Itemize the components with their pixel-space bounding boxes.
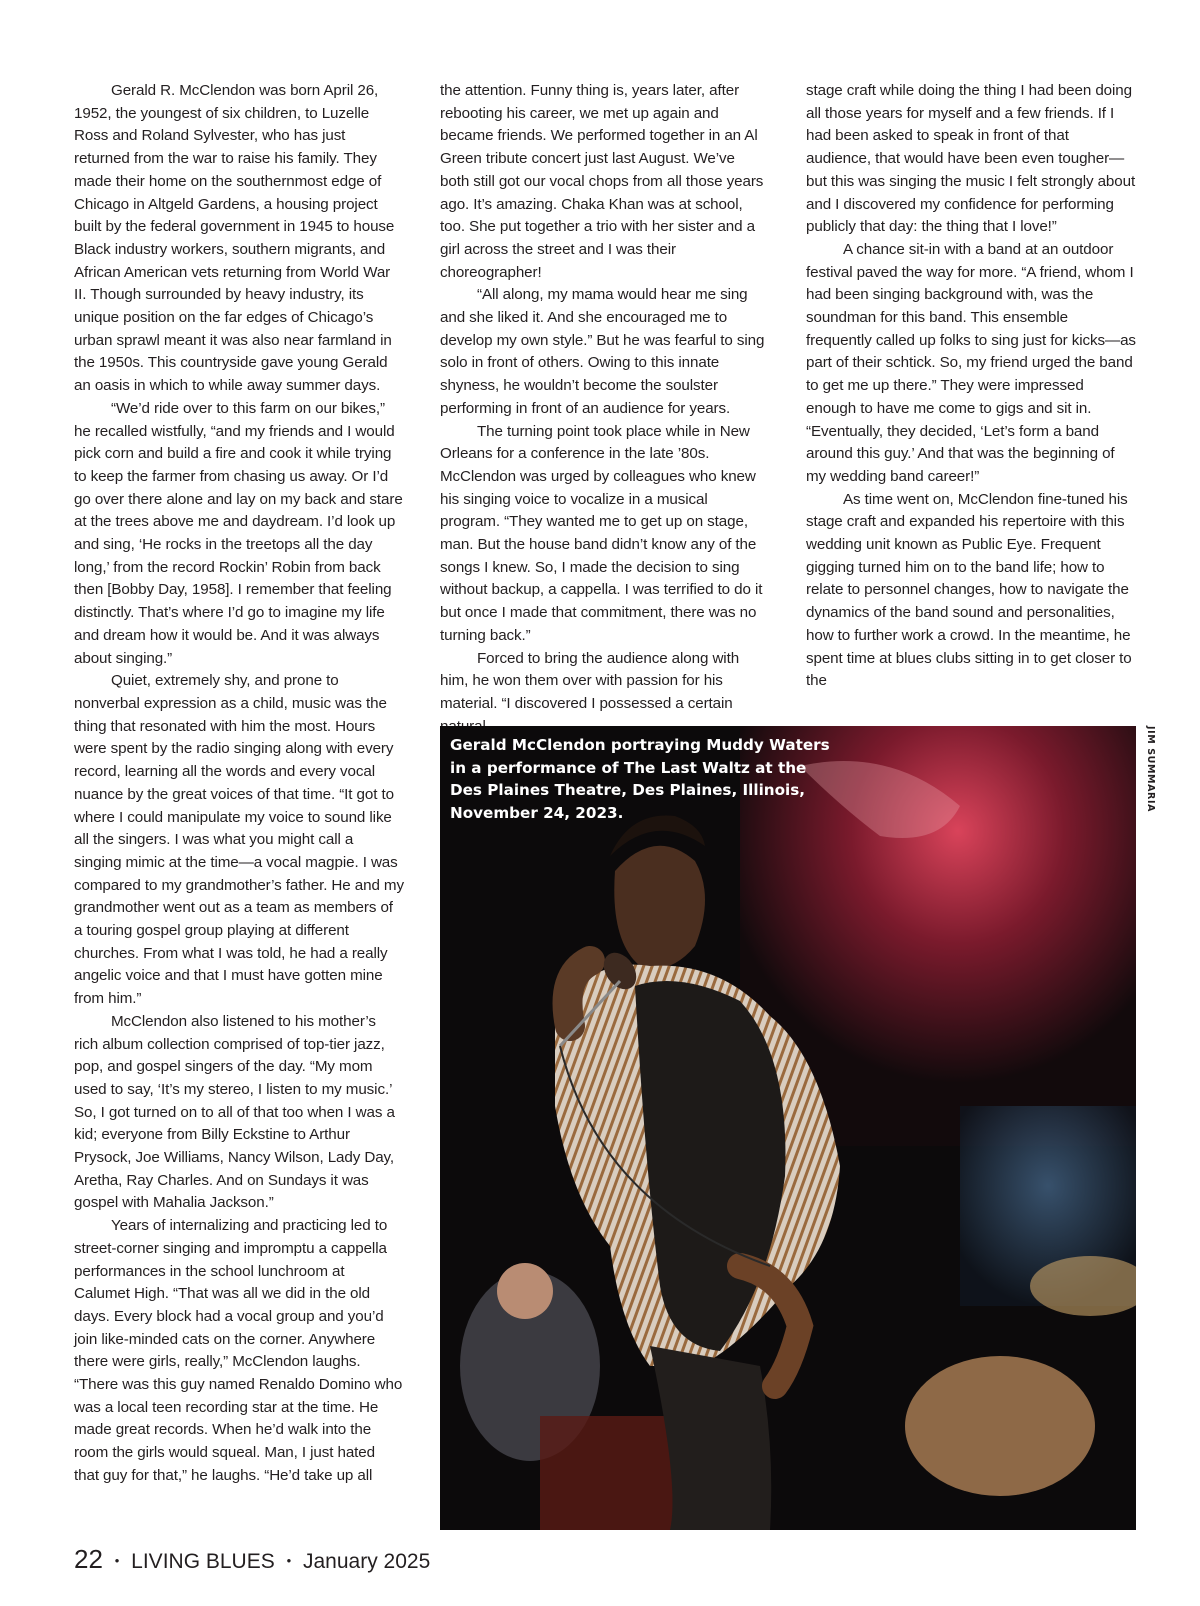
magazine-name: LIVING BLUES — [131, 1550, 275, 1573]
article-paragraph: “All along, my mama would hear me sing and she liked it. And she encouraged me to develop my own style.” But he was fearful to sing solo in front of others. Owing to this innate shyness, he wouldn’t become the soulster performing in front of an audience for years. — [440, 286, 765, 417]
photo-credit-text: JIM SUMMARIA — [1145, 726, 1156, 813]
photo-credit — [1144, 726, 1156, 846]
article-paragraph: A chance sit-in with a band at an outdoor festival paved the way for more. “A friend, whom I had been singing background with, was the soundman for this band. This ensemble frequently called up folks to sing just for kicks—as part of their schtick. So, my friend urged the band to get me up there.” They were impressed enough to have me come to gigs and sit in. “Eventually, they decided, ‘Let’s form a band around this guy.’ And that was the beginning of my wedding band career!” — [806, 240, 1136, 485]
article-paragraph: McClendon also listened to his mother’s rich album collection comprised of top-tier jazz, pop, and gospel singers of the day. “My mom used to say, ‘It’s my stereo, I listen to my music.’ So, I got turned on to all of that too when I was a kid; everyone from Billy Eckstine to Arthur Prysock, Joe Williams, Nancy Wilson, Lady Day, Aretha, Ray Charles. And on Sundays it was gospel with Mahalia Jackson.” — [74, 1012, 395, 1212]
article-paragraph: The turning point took place while in New Orleans for a conference in the late ’80s. McClendon was urged by colleagues who knew his singing voice to vocalize in a musical program. “They wanted me to get up on stage, man. But the house band didn’t know any of the songs I knew. So, I made the decision to sing without backup, a cappella. I was terrified to do it but once I made that commitment, there was no turning back.” — [440, 422, 763, 644]
issue-date: January 2025 — [302, 1550, 431, 1573]
footer-separator: • — [286, 1553, 292, 1568]
article-paragraph: As time went on, McClendon fine-tuned his stage craft and expanded his repertoire with this wedding unit known as Public Eye. Frequent gigging turned him on to the band life; how to relate to personnel changes, how to navigate the dynamics of the band sound and personalities, how to further work a crowd. In the meantime, he spent time at blues clubs sitting in to get closer to the — [806, 490, 1132, 690]
article-paragraph: the attention. Funny thing is, years later, after rebooting his career, we met up again and became friends. We performed together in an Al Green tribute concert just last August. We’ve both still got our vocal chops from all those years ago. It’s amazing. Chaka Khan was at school, too. She put together a trio with her sister and a girl across the street and I was their choreographer! — [440, 82, 764, 281]
article-paragraph: Forced to bring the audience along with him, he won them over with passion for his material. “I discovered I possessed a certain — [440, 649, 740, 712]
article-paragraph: Years of internalizing and practicing led to street-corner singing and impromptu a cappella performances in the school lunchroom at Calumet High. “That was all we did in the old days. Every block had a vocal group and you’d join like-minded cats on the corner. Anywhere there were girls, really,” McClendon laughs. “There was this guy named Renaldo Domino who was a local teen recording star at the time. He made great records. When he’d walk into the room the girls would squeal. Man, I just hated that guy for that,” he laughs. “He’d take up all — [74, 1217, 403, 1484]
performance-photo — [440, 726, 1136, 1530]
photo-illustration — [440, 726, 1136, 1530]
article-paragraph: Gerald R. McClendon was born April 26, 1952, the youngest of six children, to Luzelle Ross and Roland Sylvester, who has just returned from the war to raise his family. They made their home on the southernmost edge of Chicago in Altgeld Gardens, a housing project built by the federal government in 1945 to house Black industry workers, southern migrants, and African American vets returning from World War II. Though surrounded by heavy industry, its unique position on the far edges of Chicago’s urban sprawl meant it was also near farmland in the 1950s. This countryside gave young Gerald an oasis in which to while away summer days. — [74, 82, 395, 395]
footer-separator: • — [114, 1553, 120, 1568]
page-footer — [74, 1544, 430, 1575]
article-column-3 — [806, 80, 1136, 693]
article-column-1 — [74, 80, 404, 1488]
article-column-2 — [440, 80, 766, 738]
article-paragraph: “We’d ride over to this farm on our bikes,” he recalled wistfully, “and my friends and I would pick corn and build a fire and cook it while trying to keep the farmer from chasing us away. Or I’d go over there alone and lay on my back and stare at the trees above me and daydream. I’d look up and sing, ‘He rocks in the treetops all the day long,’ from the record Rockin’ Robin from back then [Bobby Day, 1958]. I remember that feeling distinctly. That’s where I’d go to imagine my life and dream how it would be. And it was always about singing.” — [74, 399, 403, 667]
article-paragraph: Quiet, extremely shy, and prone to nonverbal expression as a child, music was the thing that resonated with him the most. Hours were spent by the radio singing along with every record, learning all the words and every vocal nuance by the great voices of that time. “It got to where I could manipulate my voice to sound like all the singers. I was what you might call a singing mimic at the time—a vocal magpie. I was compared to my grandmother’s father. He and my grandmother went out as a team as members of a touring gospel group playing at different churches. From what I was told, he had a really angelic voice and that I must have gotten mine from him.” — [74, 672, 404, 1008]
photo-caption: Gerald McClendon portraying Muddy Waters in a performance of The Last Waltz at the Des Plaines Theatre, Des Plaines, Illinois, November 24, 2023. — [450, 736, 830, 822]
page-number: 22 — [74, 1544, 103, 1574]
article-paragraph: stage craft while doing the thing I had been doing all those years for myself and a few friends. If I had been asked to speak in front of that audience, that would have been even tougher—but this was singing the music I felt strongly about and I discovered my confidence for performing publicly that day: the thing that I love!” — [806, 82, 1136, 236]
